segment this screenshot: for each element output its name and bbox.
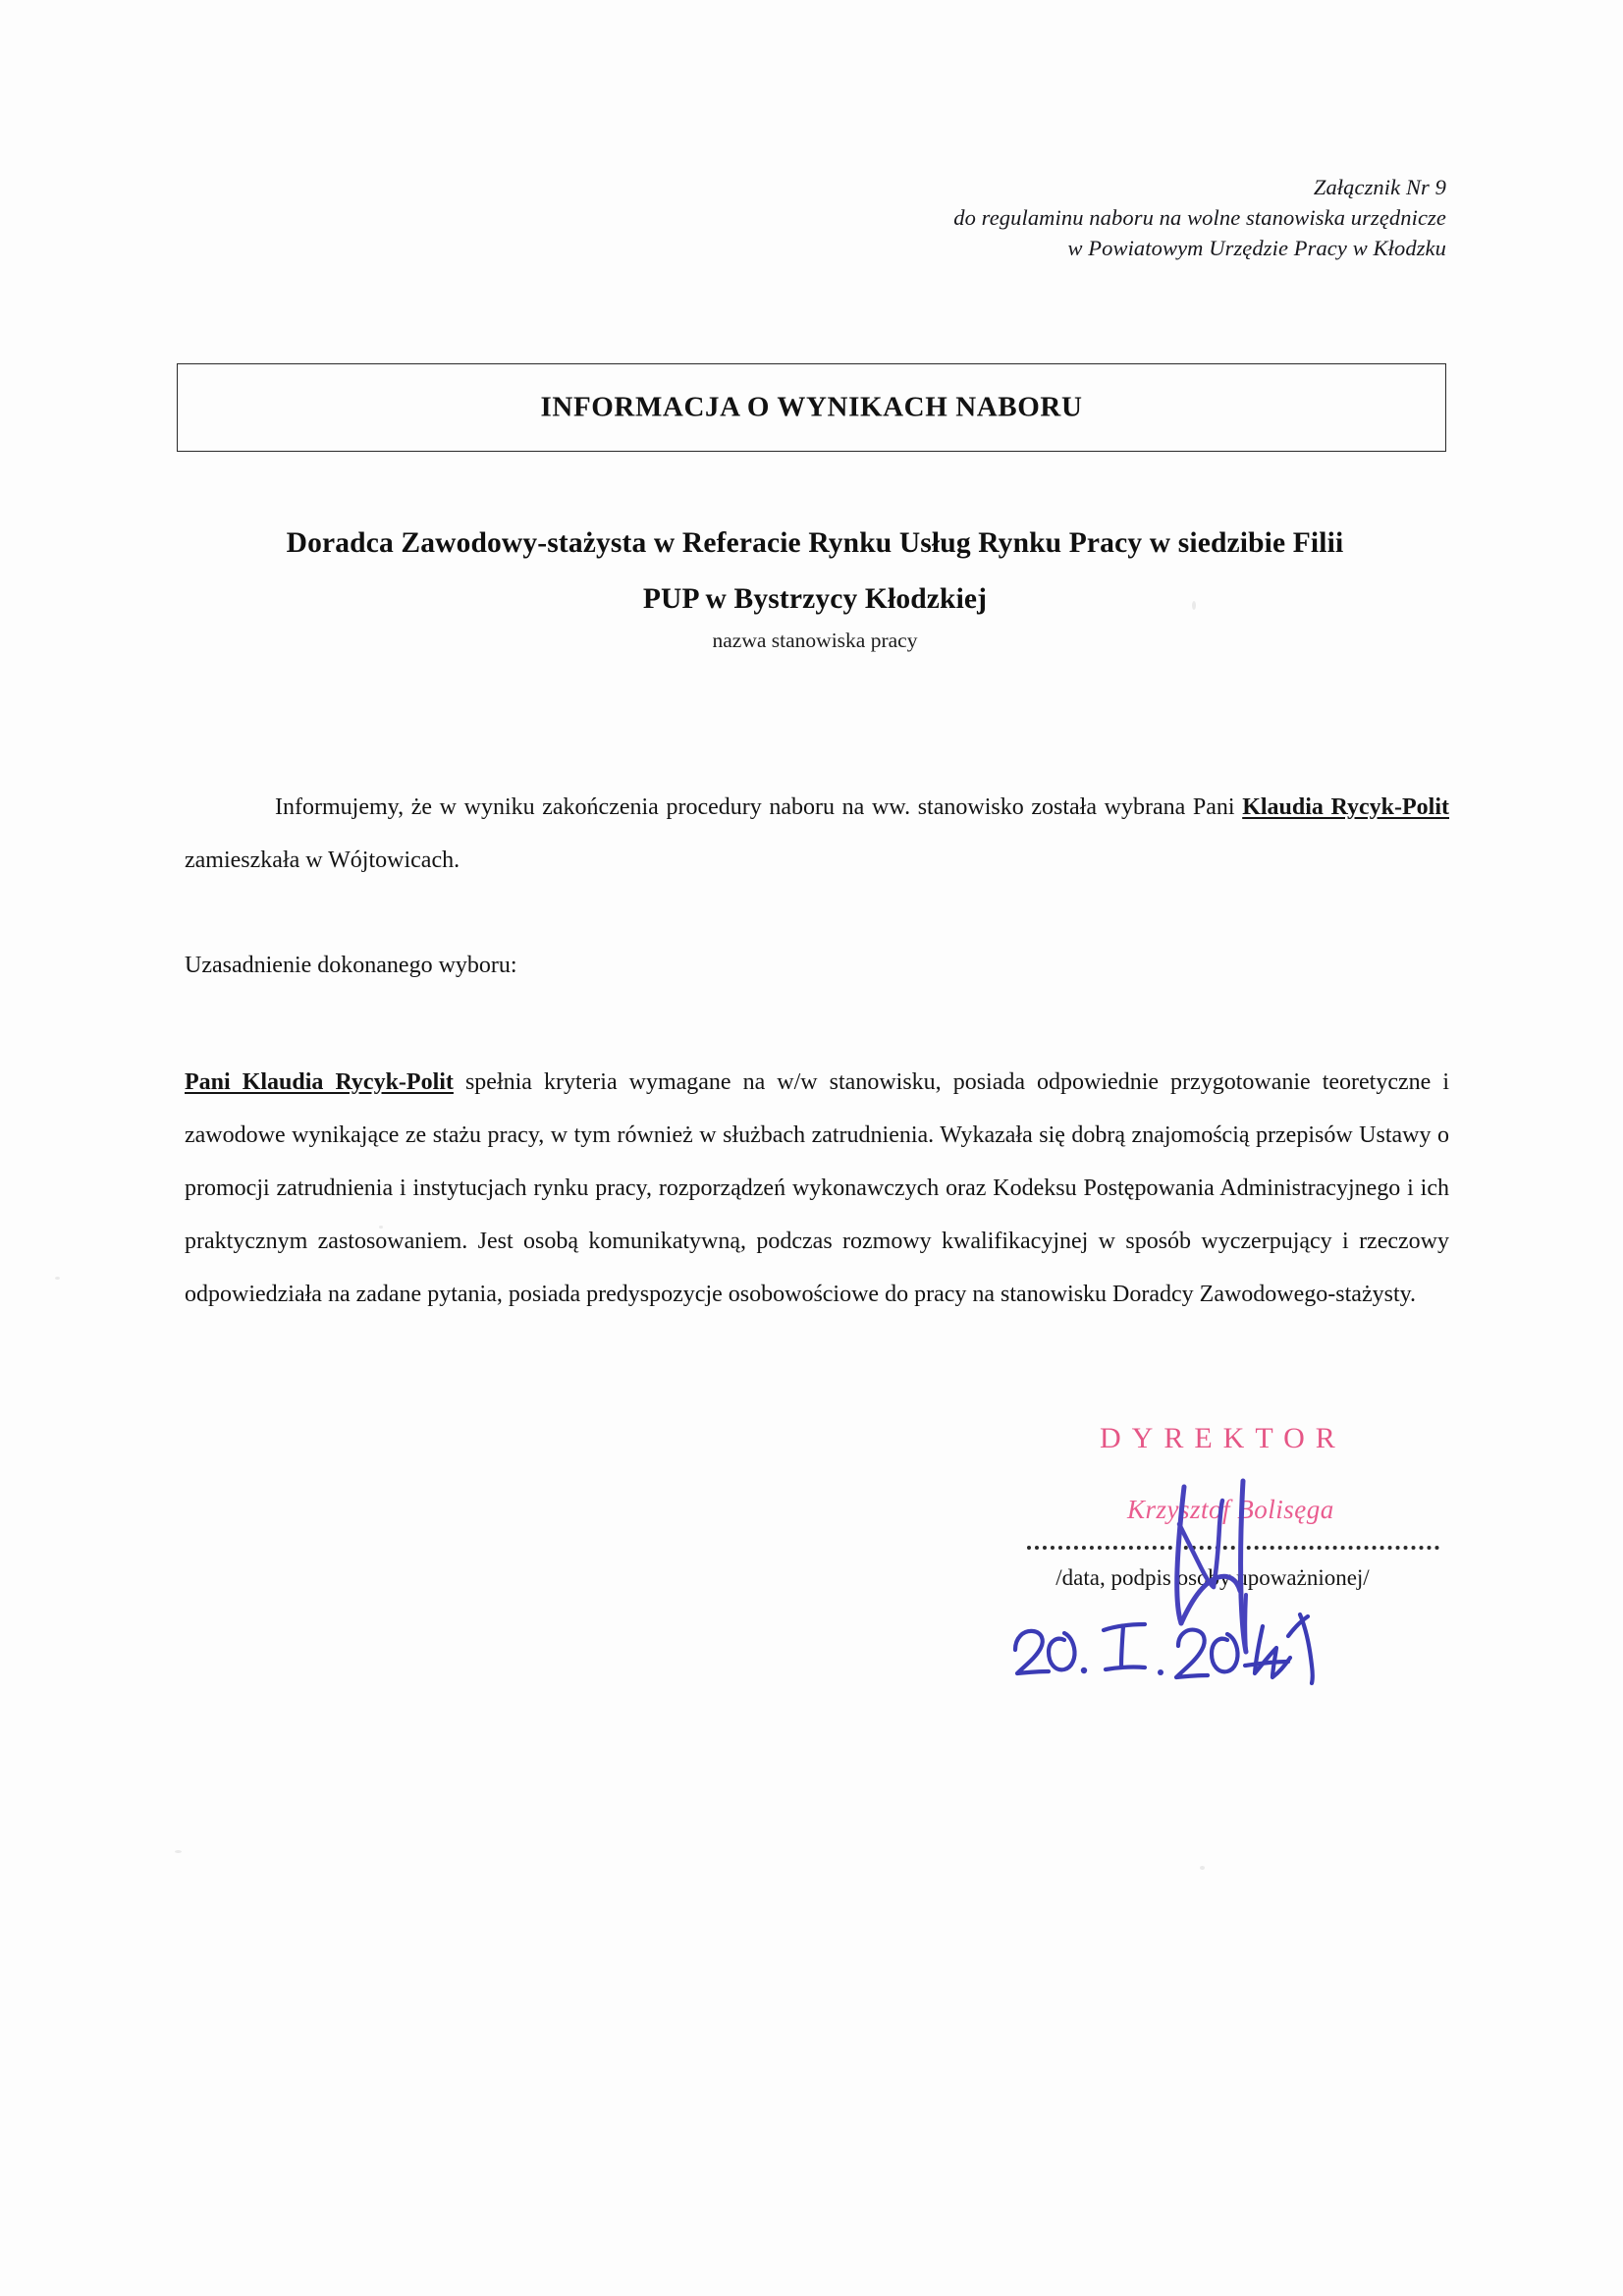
director-stamp-role: DYREKTOR — [1100, 1422, 1346, 1454]
scan-speckle — [1192, 601, 1196, 610]
signature-caption: /data, podpis osoby upoważnionej/ — [1055, 1565, 1370, 1590]
reference-line-1: Załącznik Nr 9 — [1313, 175, 1446, 199]
position-caption: nazwa stanowiska pracy — [712, 629, 918, 652]
intro-paragraph — [185, 781, 1449, 887]
scan-speckle — [55, 1277, 60, 1280]
director-stamp-name: Krzysztof Bolisęga — [1127, 1495, 1334, 1524]
scan-speckle — [175, 1850, 182, 1853]
signature-block — [982, 1422, 1492, 1756]
intro-text-after-name: zamieszkała w Wójtowicach. — [185, 847, 460, 873]
position-title-line-1: Doradca Zawodowy-stażysta w Referacie Rynku Usług Rynku Pracy w siedzibie Filii — [286, 527, 1344, 559]
scan-speckle — [379, 1226, 383, 1229]
position-title — [187, 516, 1443, 628]
signature-dotted-line — [1027, 1546, 1439, 1550]
position-title-line-2: PUP w Bystrzycy Kłodzkiej — [642, 583, 988, 615]
handwritten-date-icon — [1015, 1614, 1313, 1683]
scan-speckle — [1200, 1866, 1205, 1870]
reference-line-3: w Powiatowym Urzędzie Pracy w Kłodzku — [1067, 236, 1446, 260]
reason-label: Uzasadnienie dokonanego wyboru: — [185, 953, 517, 978]
document-reference-header — [953, 172, 1446, 263]
reason-candidate-name: Pani Klaudia Rycyk-Polit — [185, 1069, 454, 1095]
intro-text-before-name: Informujemy, że w wyniku zakończenia procedury naboru na ww. stanowisko została wybrana Pani — [275, 794, 1235, 820]
banner-box — [177, 363, 1446, 452]
reference-line-2: do regulaminu naboru na wolne stanowiska urzędnicze — [953, 205, 1446, 230]
reason-paragraph — [185, 1056, 1449, 1321]
reason-body-text: spełnia kryteria wymagane na w/w stanowisku, posiada odpowiednie przygotowanie teoretyczne i zawodowe wynikające ze stażu pracy, w tym również w służbach zatrudnienia. Wykazała się dobrą znajomością przepisów Ustawy o promocji zatrudnienia i instytucjach rynku pracy, rozporządzeń wykonawczych oraz Kodeksu Postępowania Administracyjnego i ich praktycznym zastosowaniem. Jest osobą komunikatywną, podczas rozmowy kwalifikacyjnej w sposób wyczerpujący i rzeczowy odpowiedziała na zadane pytania, posiada predyspozycje osobowościowe do pracy na stanowisku Doradcy Zawodowego-stażysty. — [185, 1069, 1449, 1307]
selected-candidate-name: Klaudia Rycyk-Polit — [1242, 794, 1450, 820]
page-title: INFORMACJA O WYNIKACH NABORU — [540, 391, 1083, 423]
